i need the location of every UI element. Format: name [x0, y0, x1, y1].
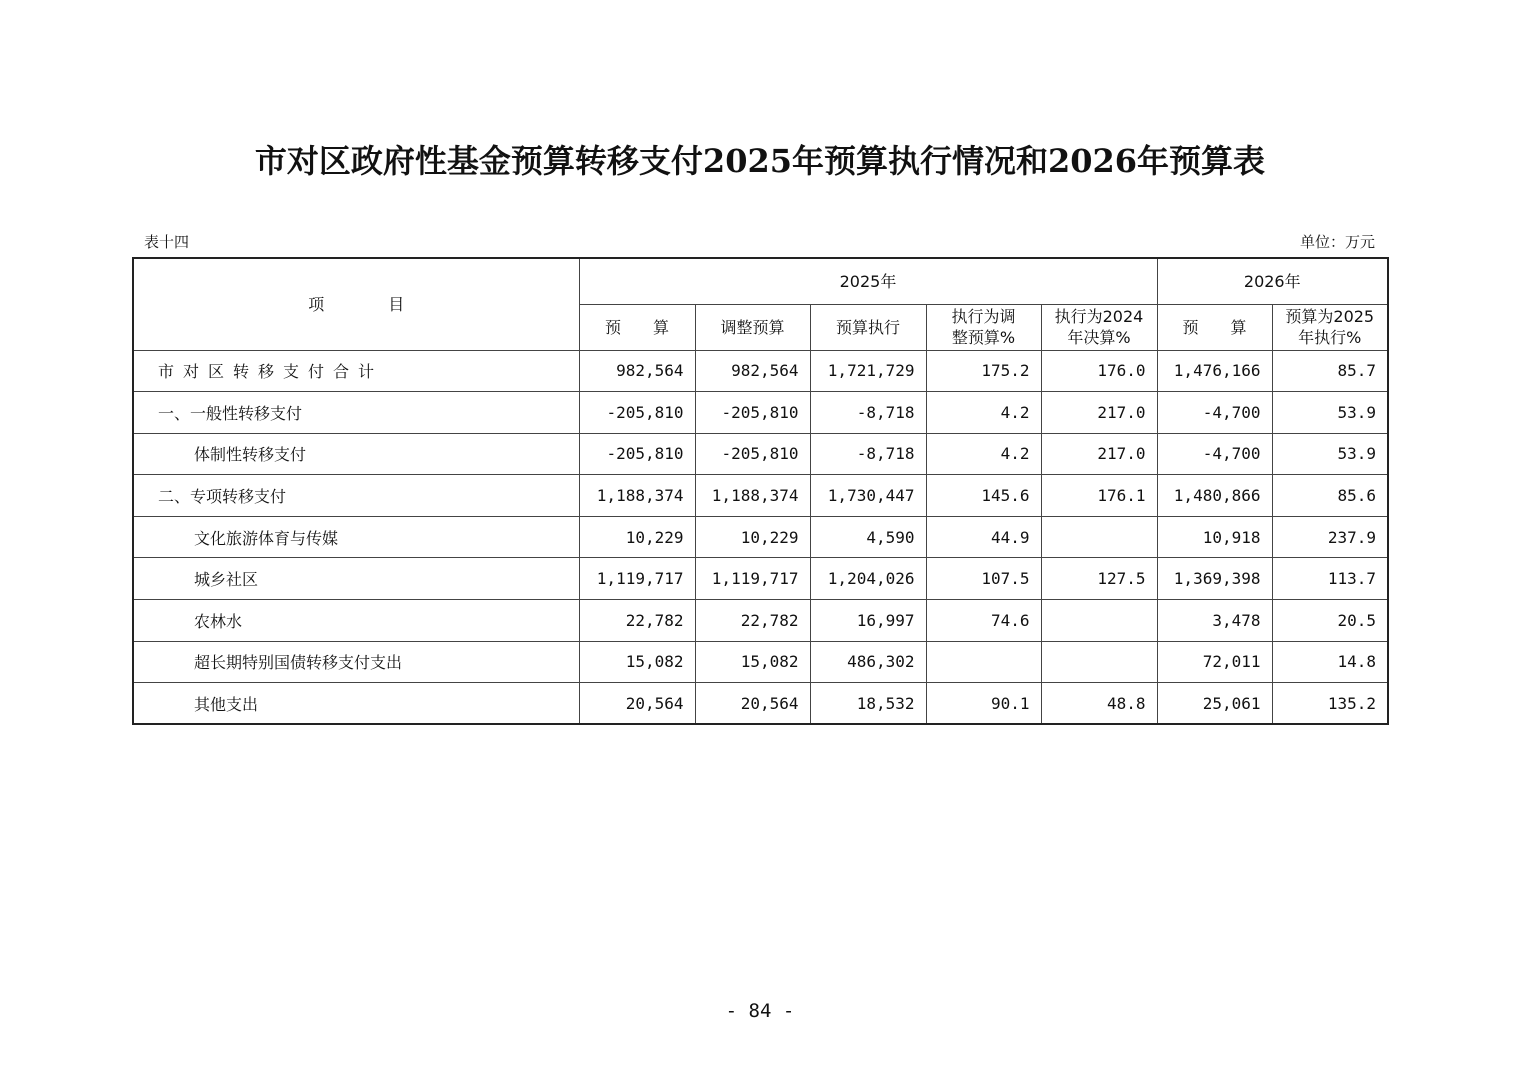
table-row: [133, 683, 1388, 725]
header-col-exec-vs-adjusted: 执行为调整预算%: [926, 304, 1041, 350]
row-value: 22,782: [695, 600, 810, 642]
row-value: 22,782: [579, 600, 695, 642]
row-value: 72,011: [1157, 641, 1272, 683]
row-value: 113.7: [1272, 558, 1388, 600]
row-value: 15,082: [695, 641, 810, 683]
unit-label: 单位：万元: [1299, 233, 1375, 251]
row-value: 16,997: [810, 600, 926, 642]
row-value: 1,476,166: [1157, 350, 1272, 392]
header-item-label: 项 目: [308, 294, 405, 314]
row-value: 74.6: [926, 600, 1041, 642]
row-value: 176.1: [1041, 475, 1157, 517]
row-value: 85.7: [1272, 350, 1388, 392]
row-label: 二、专项转移支付: [133, 475, 579, 517]
row-value: 1,480,866: [1157, 475, 1272, 517]
table-number: 表十四: [144, 233, 190, 251]
row-value: 217.0: [1041, 392, 1157, 434]
budget-table: [132, 257, 1389, 725]
row-value: -205,810: [695, 392, 810, 434]
row-value: 10,229: [579, 516, 695, 558]
header-col-adjusted-budget: 调整预算: [695, 304, 810, 350]
row-value: 176.0: [1041, 350, 1157, 392]
row-value: 1,188,374: [695, 475, 810, 517]
header-row-1: [133, 258, 1388, 304]
row-value: 20.5: [1272, 600, 1388, 642]
table-row: [133, 350, 1388, 392]
row-value: 25,061: [1157, 683, 1272, 725]
table-row: [133, 558, 1388, 600]
row-value: -205,810: [695, 433, 810, 475]
row-value: 982,564: [579, 350, 695, 392]
row-label: 文化旅游体育与传媒: [133, 516, 579, 558]
row-value: 1,119,717: [695, 558, 810, 600]
row-value: 3,478: [1157, 600, 1272, 642]
header-2025: 2025年: [579, 258, 1157, 304]
row-value: 53.9: [1272, 392, 1388, 434]
page-title: 市对区政府性基金预算转移支付2025年预算执行情况和2026年预算表: [254, 142, 1266, 180]
header-col-exec-vs-2024: 执行为2024年决算%: [1041, 304, 1157, 350]
row-value: 4.2: [926, 433, 1041, 475]
row-value: 175.2: [926, 350, 1041, 392]
row-value: -4,700: [1157, 392, 1272, 434]
row-value: 44.9: [926, 516, 1041, 558]
table-row: [133, 641, 1388, 683]
row-value: -205,810: [579, 433, 695, 475]
row-value: [926, 641, 1041, 683]
row-value: 18,532: [810, 683, 926, 725]
row-label: 农林水: [133, 600, 579, 642]
table-row: [133, 392, 1388, 434]
header-col-budget-2026: 预 算: [1157, 304, 1272, 350]
row-value: [1041, 600, 1157, 642]
header-col-execution: 预算执行: [810, 304, 926, 350]
row-value: -8,718: [810, 433, 926, 475]
row-value: -205,810: [579, 392, 695, 434]
row-value: 1,204,026: [810, 558, 926, 600]
row-value: [1041, 641, 1157, 683]
row-value: [1041, 516, 1157, 558]
header-col-budget-vs-2025: 预算为2025年执行%: [1272, 304, 1388, 350]
row-value: -8,718: [810, 392, 926, 434]
row-label: 一、一般性转移支付: [133, 392, 579, 434]
row-value: 145.6: [926, 475, 1041, 517]
header-item: [133, 258, 579, 350]
row-label: 城乡社区: [133, 558, 579, 600]
row-value: 1,119,717: [579, 558, 695, 600]
row-value: 20,564: [579, 683, 695, 725]
row-value: 20,564: [695, 683, 810, 725]
row-value: 1,721,729: [810, 350, 926, 392]
row-value: 1,369,398: [1157, 558, 1272, 600]
header-col-budget-2025: 预 算: [579, 304, 695, 350]
row-label: 超长期特别国债转移支付支出: [133, 641, 579, 683]
row-value: 1,188,374: [579, 475, 695, 517]
row-value: 53.9: [1272, 433, 1388, 475]
table-row: [133, 433, 1388, 475]
row-value: 15,082: [579, 641, 695, 683]
row-value: 237.9: [1272, 516, 1388, 558]
row-value: 10,918: [1157, 516, 1272, 558]
row-value: 127.5: [1041, 558, 1157, 600]
row-value: 90.1: [926, 683, 1041, 725]
row-value: -4,700: [1157, 433, 1272, 475]
table-row: [133, 600, 1388, 642]
row-value: 107.5: [926, 558, 1041, 600]
row-value: 85.6: [1272, 475, 1388, 517]
row-value: 10,229: [695, 516, 810, 558]
row-value: 4,590: [810, 516, 926, 558]
row-label: 其他支出: [133, 683, 579, 725]
row-label: 体制性转移支付: [133, 433, 579, 475]
table-row: [133, 475, 1388, 517]
row-label: 市对区转移支付合计: [133, 350, 579, 392]
row-value: 14.8: [1272, 641, 1388, 683]
row-value: 982,564: [695, 350, 810, 392]
row-value: 1,730,447: [810, 475, 926, 517]
header-2026: 2026年: [1157, 258, 1388, 304]
row-value: 4.2: [926, 392, 1041, 434]
table-row: [133, 516, 1388, 558]
row-value: 48.8: [1041, 683, 1157, 725]
page-number: - 84 -: [725, 1000, 795, 1022]
row-value: 217.0: [1041, 433, 1157, 475]
row-value: 486,302: [810, 641, 926, 683]
row-value: 135.2: [1272, 683, 1388, 725]
